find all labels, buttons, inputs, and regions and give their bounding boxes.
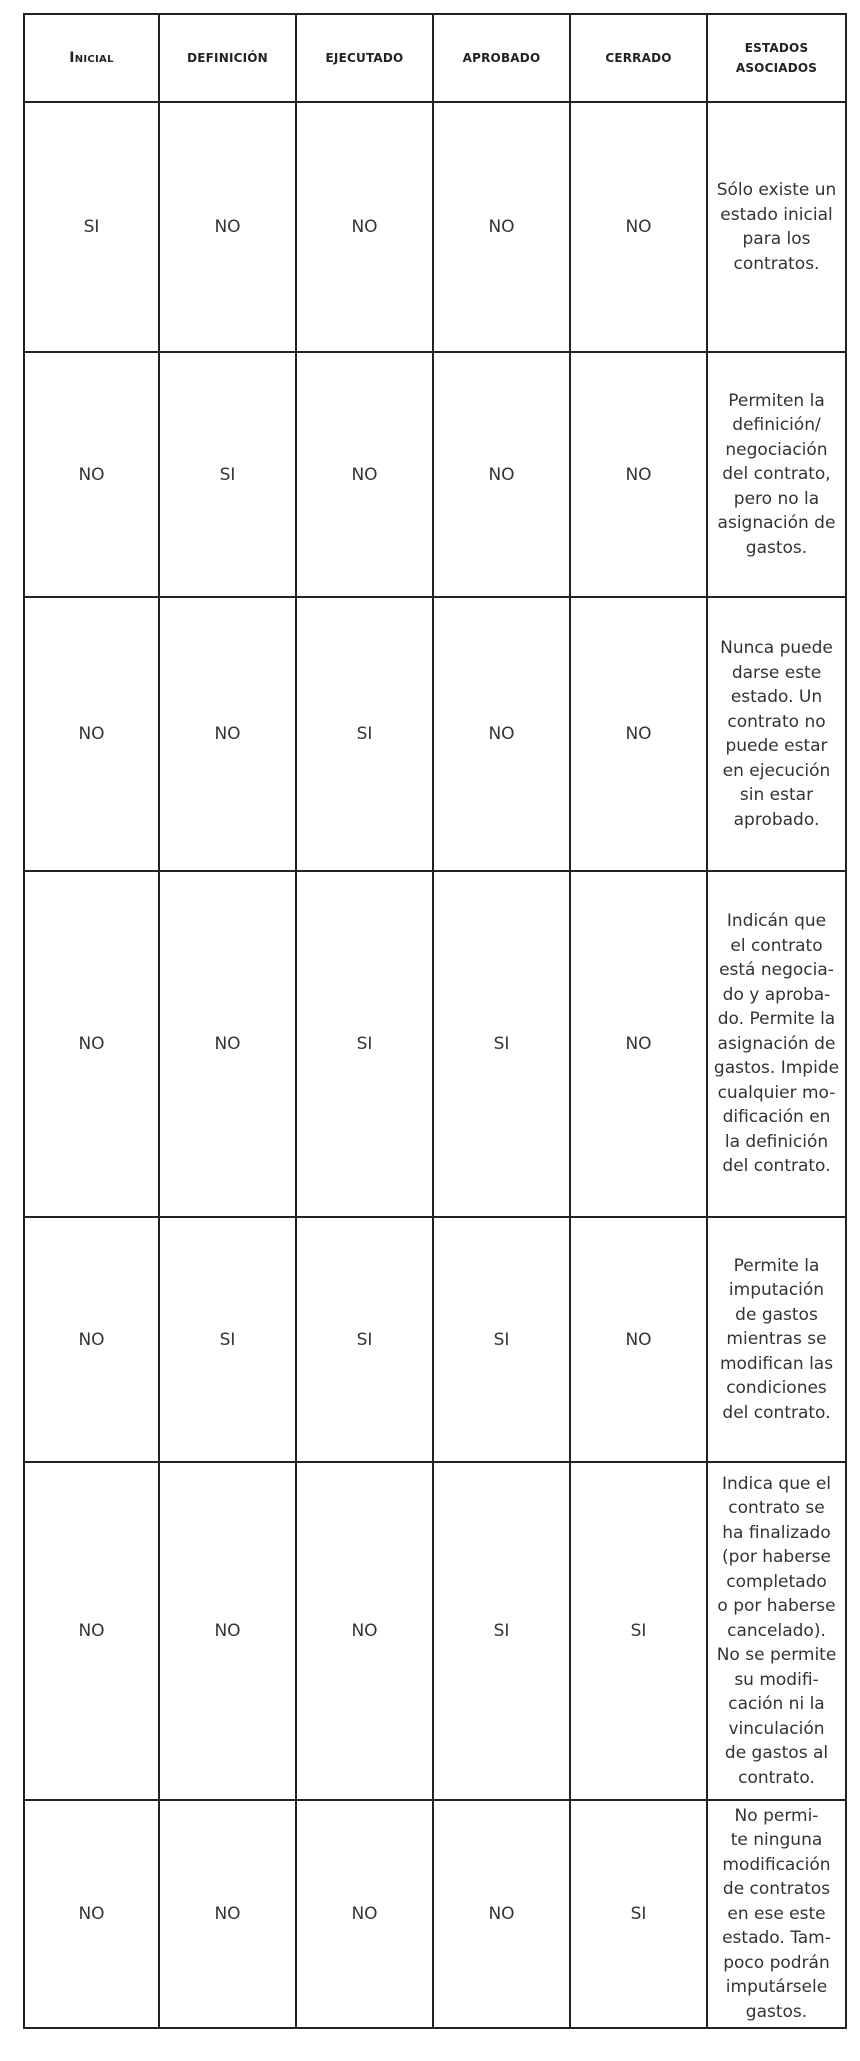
cell-ejecutado: NO bbox=[296, 1800, 433, 2028]
description-line: vinculación bbox=[728, 1718, 825, 1739]
description-line: Indica que el bbox=[721, 1473, 832, 1494]
table-row bbox=[24, 102, 846, 352]
cell-definicion: NO bbox=[159, 1462, 296, 1800]
header-estados-line: ESTADOS bbox=[744, 41, 809, 55]
description-line: sin estar bbox=[739, 785, 814, 805]
header-inicial: Inicial bbox=[24, 14, 159, 102]
description-line: está negocia- bbox=[719, 960, 834, 981]
cell-cerrado: NO bbox=[570, 1217, 707, 1462]
cell-cerrado: SI bbox=[570, 1800, 707, 2028]
description-line: imputación bbox=[728, 1280, 825, 1301]
header-aprobado: APROBADO bbox=[433, 14, 570, 102]
cell-estados-asociados bbox=[707, 352, 846, 597]
description-line: dificación en bbox=[722, 1107, 831, 1128]
description-line: estado. Tam- bbox=[722, 1928, 831, 1949]
cell-aprobado: SI bbox=[433, 871, 570, 1217]
description-line: modifican las bbox=[719, 1353, 834, 1374]
description-line: do y aproba- bbox=[722, 984, 831, 1005]
description-line: completado bbox=[726, 1571, 827, 1592]
table-row bbox=[24, 1800, 846, 2028]
description-line: imputársele bbox=[725, 1977, 828, 1998]
cell-estados-asociados bbox=[707, 597, 846, 871]
cell-inicial: NO bbox=[24, 352, 159, 597]
cell-inicial: SI bbox=[24, 102, 159, 352]
table-row bbox=[24, 1462, 846, 1800]
description-line: gastos. bbox=[745, 2001, 808, 2022]
cell-aprobado: NO bbox=[433, 352, 570, 597]
description-line: contrato no bbox=[727, 711, 826, 732]
cell-ejecutado: NO bbox=[296, 352, 433, 597]
cell-cerrado: NO bbox=[570, 102, 707, 352]
cell-estados-asociados bbox=[707, 871, 846, 1217]
description-line: en ejecución bbox=[722, 760, 831, 781]
description-line: el contrato bbox=[730, 935, 823, 956]
description-line: definición/ bbox=[732, 415, 821, 436]
description-line: No permi- bbox=[734, 1805, 819, 1826]
description-line: negociación bbox=[725, 439, 828, 460]
table-row bbox=[24, 1217, 846, 1462]
description-line: su modifi- bbox=[734, 1669, 819, 1690]
cell-definicion: SI bbox=[159, 352, 296, 597]
description-line: Nunca puede bbox=[720, 638, 833, 658]
cell-inicial: NO bbox=[24, 871, 159, 1217]
description-line: del contrato. bbox=[722, 1156, 831, 1177]
description-line: de gastos bbox=[735, 1304, 818, 1325]
description-line: en ese este bbox=[727, 1903, 826, 1924]
description-line: estado. Un bbox=[730, 687, 823, 707]
description-line: contratos. bbox=[733, 253, 820, 274]
cell-estados-asociados bbox=[707, 1217, 846, 1462]
description-line: te ninguna bbox=[730, 1830, 823, 1851]
description-line: (por haberse bbox=[722, 1547, 831, 1568]
description-line: Permiten la bbox=[728, 390, 825, 411]
cell-aprobado: NO bbox=[433, 597, 570, 871]
description-line: condiciones bbox=[726, 1378, 827, 1399]
cell-aprobado: SI bbox=[433, 1462, 570, 1800]
description-line: asignación de bbox=[717, 1033, 836, 1054]
table-body bbox=[24, 102, 846, 2028]
cell-inicial: NO bbox=[24, 1217, 159, 1462]
header-asociados-line: ASOCIADOS bbox=[735, 61, 818, 75]
description-line: estado inicial bbox=[720, 204, 833, 225]
cell-ejecutado: NO bbox=[296, 102, 433, 352]
cell-inicial: NO bbox=[24, 1462, 159, 1800]
description-line: gastos. Impide bbox=[713, 1058, 840, 1079]
description-line: la definición bbox=[724, 1131, 829, 1152]
description-line: cación ni la bbox=[728, 1694, 825, 1715]
description-line: contrato. bbox=[738, 1767, 815, 1788]
description-line: puede estar bbox=[725, 736, 828, 756]
description-line: o por haberse bbox=[717, 1596, 836, 1617]
cell-ejecutado: SI bbox=[296, 871, 433, 1217]
cell-cerrado: NO bbox=[570, 352, 707, 597]
cell-aprobado: SI bbox=[433, 1217, 570, 1462]
description-line: gastos. bbox=[745, 537, 808, 558]
description-line: do. Permite la bbox=[717, 1009, 836, 1030]
states-table bbox=[23, 13, 847, 2029]
header-definicion: DEFINICIÓN bbox=[159, 14, 296, 102]
cell-definicion: NO bbox=[159, 1800, 296, 2028]
cell-cerrado: NO bbox=[570, 871, 707, 1217]
description-line: poco podrán bbox=[723, 1952, 830, 1973]
description-line: Sólo existe un bbox=[716, 180, 837, 200]
description-line: cualquier mo- bbox=[717, 1082, 836, 1103]
description-line: para los bbox=[742, 229, 811, 249]
description-line: aprobado. bbox=[733, 809, 820, 830]
cell-cerrado: NO bbox=[570, 597, 707, 871]
description-line: contrato se bbox=[728, 1498, 825, 1519]
header-row bbox=[24, 14, 846, 102]
description-line: del contrato. bbox=[722, 1402, 831, 1423]
description-line: mientras se bbox=[726, 1329, 827, 1350]
cell-definicion: NO bbox=[159, 597, 296, 871]
cell-inicial: NO bbox=[24, 597, 159, 871]
cell-definicion: NO bbox=[159, 871, 296, 1217]
table-row bbox=[24, 871, 846, 1217]
description-line: pero no la bbox=[733, 488, 820, 509]
cell-definicion: SI bbox=[159, 1217, 296, 1462]
cell-cerrado: SI bbox=[570, 1462, 707, 1800]
table-row bbox=[24, 597, 846, 871]
cell-aprobado: NO bbox=[433, 1800, 570, 2028]
cell-ejecutado: NO bbox=[296, 1462, 433, 1800]
cell-estados-asociados bbox=[707, 102, 846, 352]
description-line: Permite la bbox=[733, 1255, 820, 1276]
description-line: Indicán que bbox=[726, 911, 827, 932]
description-line: modificación bbox=[722, 1854, 831, 1875]
cell-estados-asociados bbox=[707, 1800, 846, 2028]
header-cerrado: CERRADO bbox=[570, 14, 707, 102]
cell-ejecutado: SI bbox=[296, 1217, 433, 1462]
cell-ejecutado: SI bbox=[296, 597, 433, 871]
description-line: ha finalizado bbox=[722, 1522, 831, 1543]
description-line: No se permite bbox=[716, 1645, 837, 1666]
description-line: darse este bbox=[731, 662, 822, 683]
description-line: del contrato, bbox=[722, 464, 831, 485]
description-line: de contratos bbox=[722, 1879, 831, 1900]
cell-definicion: NO bbox=[159, 102, 296, 352]
cell-aprobado: NO bbox=[433, 102, 570, 352]
description-line: de gastos al bbox=[724, 1743, 829, 1764]
description-line: cancelado). bbox=[727, 1620, 826, 1641]
description-line: asignación de bbox=[717, 513, 836, 534]
cell-inicial: NO bbox=[24, 1800, 159, 2028]
header-estados-asociados bbox=[707, 14, 846, 102]
table-row bbox=[24, 352, 846, 597]
cell-estados-asociados bbox=[707, 1462, 846, 1800]
header-ejecutado: EJECUTADO bbox=[296, 14, 433, 102]
